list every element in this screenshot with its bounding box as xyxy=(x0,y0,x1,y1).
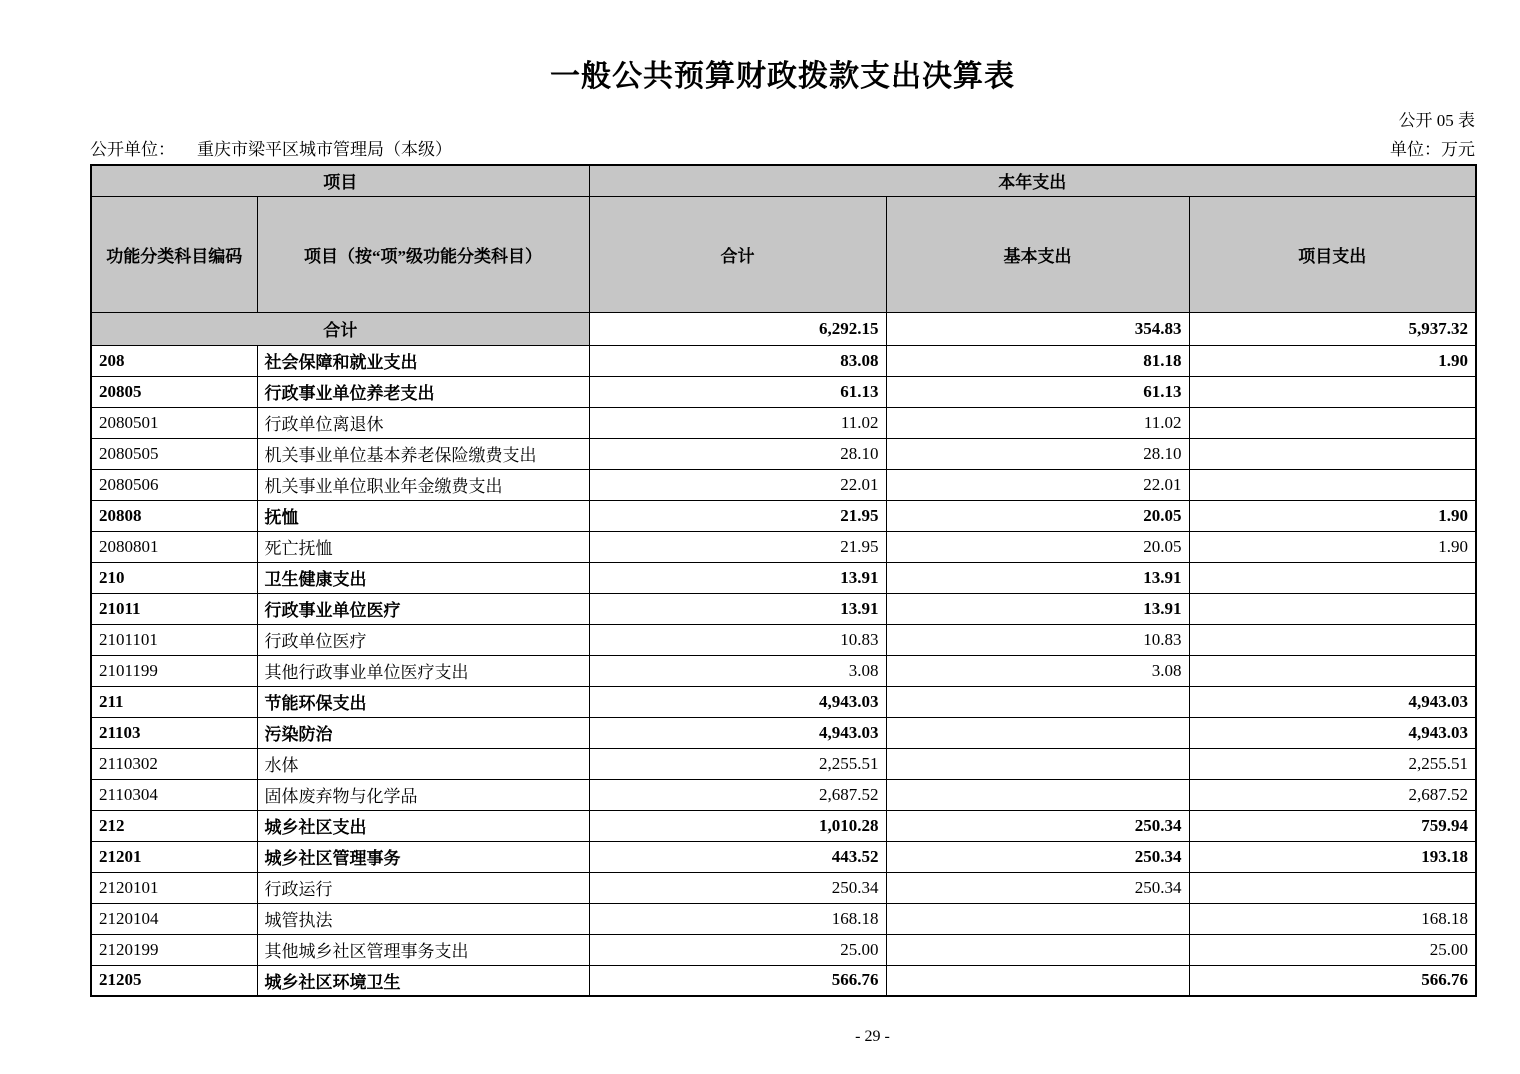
table-row xyxy=(91,748,1476,779)
row-project-value xyxy=(1189,624,1476,655)
row-item-name: 行政事业单位养老支出 xyxy=(257,376,589,407)
row-total-value: 2,687.52 xyxy=(589,779,886,810)
table-row xyxy=(91,407,1476,438)
table-row xyxy=(91,531,1476,562)
row-item-name: 机关事业单位职业年金缴费支出 xyxy=(257,469,589,500)
table-row xyxy=(91,500,1476,531)
row-function-code: 2101199 xyxy=(91,655,257,686)
publish-unit-name: 重庆市梁平区城市管理局（本级） xyxy=(197,140,452,159)
row-project-value: 193.18 xyxy=(1189,841,1476,872)
row-project-value xyxy=(1189,376,1476,407)
row-basic-value: 10.83 xyxy=(886,624,1189,655)
row-basic-value: 20.05 xyxy=(886,500,1189,531)
row-project-value xyxy=(1189,655,1476,686)
grand-total-project: 5,937.32 xyxy=(1189,312,1476,345)
row-total-value: 21.95 xyxy=(589,500,886,531)
table-row xyxy=(91,903,1476,934)
row-project-value: 759.94 xyxy=(1189,810,1476,841)
row-basic-value: 13.91 xyxy=(886,562,1189,593)
grand-total-sum: 6,292.15 xyxy=(589,312,886,345)
row-project-value: 566.76 xyxy=(1189,965,1476,996)
row-item-name: 机关事业单位基本养老保险缴费支出 xyxy=(257,438,589,469)
table-row xyxy=(91,686,1476,717)
meta-line xyxy=(90,139,1475,161)
table-row xyxy=(91,934,1476,965)
publish-unit-label: 公开单位： xyxy=(90,140,175,159)
row-item-name: 城乡社区支出 xyxy=(257,810,589,841)
table-row xyxy=(91,438,1476,469)
table-header xyxy=(91,165,1476,312)
row-basic-value: 81.18 xyxy=(886,345,1189,376)
row-item-name: 行政单位医疗 xyxy=(257,624,589,655)
row-item-name: 其他城乡社区管理事务支出 xyxy=(257,934,589,965)
row-function-code: 210 xyxy=(91,562,257,593)
row-item-name: 城管执法 xyxy=(257,903,589,934)
table-row xyxy=(91,469,1476,500)
row-project-value: 1.90 xyxy=(1189,531,1476,562)
row-total-value: 4,943.03 xyxy=(589,717,886,748)
document-content xyxy=(90,0,1475,1045)
col-header-item-name: 项目（按“项”级功能分类科目） xyxy=(257,196,589,312)
row-item-name: 抚恤 xyxy=(257,500,589,531)
row-item-name: 节能环保支出 xyxy=(257,686,589,717)
row-function-code: 212 xyxy=(91,810,257,841)
row-basic-value: 11.02 xyxy=(886,407,1189,438)
row-total-value: 83.08 xyxy=(589,345,886,376)
row-basic-value: 61.13 xyxy=(886,376,1189,407)
row-project-value xyxy=(1189,407,1476,438)
row-total-value: 2,255.51 xyxy=(589,748,886,779)
row-function-code: 20805 xyxy=(91,376,257,407)
row-item-name: 卫生健康支出 xyxy=(257,562,589,593)
row-total-value: 11.02 xyxy=(589,407,886,438)
row-total-value: 3.08 xyxy=(589,655,886,686)
money-unit: 单位：万元 xyxy=(1390,140,1475,159)
row-total-value: 13.91 xyxy=(589,593,886,624)
row-basic-value xyxy=(886,779,1189,810)
table-row xyxy=(91,345,1476,376)
table-row xyxy=(91,655,1476,686)
row-item-name: 水体 xyxy=(257,748,589,779)
col-header-function-code: 功能分类科目编码 xyxy=(91,196,257,312)
row-function-code: 2120199 xyxy=(91,934,257,965)
row-item-name: 行政事业单位医疗 xyxy=(257,593,589,624)
row-basic-value: 3.08 xyxy=(886,655,1189,686)
col-header-total: 合计 xyxy=(589,196,886,312)
table-row xyxy=(91,376,1476,407)
row-project-value: 2,687.52 xyxy=(1189,779,1476,810)
table-code-line xyxy=(90,110,1475,132)
row-project-value xyxy=(1189,438,1476,469)
table-row xyxy=(91,841,1476,872)
row-project-value: 1.90 xyxy=(1189,345,1476,376)
publish-unit xyxy=(90,139,452,161)
row-function-code: 2110302 xyxy=(91,748,257,779)
row-function-code: 2110304 xyxy=(91,779,257,810)
row-function-code: 21011 xyxy=(91,593,257,624)
row-project-value xyxy=(1189,562,1476,593)
row-basic-value: 250.34 xyxy=(886,810,1189,841)
row-project-value: 168.18 xyxy=(1189,903,1476,934)
header-group-current-year: 本年支出 xyxy=(589,165,1476,196)
row-total-value: 10.83 xyxy=(589,624,886,655)
page-title: 一般公共预算财政拨款支出决算表 xyxy=(550,60,1015,93)
header-group-item: 项目 xyxy=(91,165,589,196)
grand-total-row xyxy=(91,312,1476,345)
row-total-value: 25.00 xyxy=(589,934,886,965)
page-number: - 29 - xyxy=(855,1028,890,1045)
row-basic-value: 20.05 xyxy=(886,531,1189,562)
row-function-code: 2101101 xyxy=(91,624,257,655)
row-project-value: 1.90 xyxy=(1189,500,1476,531)
row-basic-value: 13.91 xyxy=(886,593,1189,624)
row-function-code: 20808 xyxy=(91,500,257,531)
row-item-name: 城乡社区环境卫生 xyxy=(257,965,589,996)
row-basic-value xyxy=(886,717,1189,748)
table-row xyxy=(91,624,1476,655)
table-row xyxy=(91,810,1476,841)
row-total-value: 61.13 xyxy=(589,376,886,407)
row-function-code: 208 xyxy=(91,345,257,376)
row-item-name: 死亡抚恤 xyxy=(257,531,589,562)
col-header-project-expenditure: 项目支出 xyxy=(1189,196,1476,312)
table-row xyxy=(91,779,1476,810)
row-function-code: 2080501 xyxy=(91,407,257,438)
row-item-name: 污染防治 xyxy=(257,717,589,748)
row-total-value: 566.76 xyxy=(589,965,886,996)
row-project-value xyxy=(1189,593,1476,624)
row-basic-value xyxy=(886,686,1189,717)
row-function-code: 21205 xyxy=(91,965,257,996)
row-total-value: 443.52 xyxy=(589,841,886,872)
row-total-value: 250.34 xyxy=(589,872,886,903)
row-item-name: 行政单位离退休 xyxy=(257,407,589,438)
row-project-value: 25.00 xyxy=(1189,934,1476,965)
expenditure-table xyxy=(90,164,1477,997)
table-body xyxy=(91,312,1476,996)
row-basic-value: 250.34 xyxy=(886,872,1189,903)
row-basic-value xyxy=(886,965,1189,996)
row-item-name: 其他行政事业单位医疗支出 xyxy=(257,655,589,686)
row-project-value xyxy=(1189,872,1476,903)
row-function-code: 2120104 xyxy=(91,903,257,934)
row-total-value: 1,010.28 xyxy=(589,810,886,841)
row-total-value: 168.18 xyxy=(589,903,886,934)
row-project-value: 2,255.51 xyxy=(1189,748,1476,779)
row-total-value: 21.95 xyxy=(589,531,886,562)
table-row xyxy=(91,593,1476,624)
table-row xyxy=(91,562,1476,593)
row-function-code: 21103 xyxy=(91,717,257,748)
grand-total-label: 合计 xyxy=(91,312,589,345)
row-item-name: 社会保障和就业支出 xyxy=(257,345,589,376)
row-item-name: 固体废弃物与化学品 xyxy=(257,779,589,810)
header-columns-row xyxy=(91,196,1476,312)
row-basic-value xyxy=(886,748,1189,779)
grand-total-basic: 354.83 xyxy=(886,312,1189,345)
row-basic-value: 28.10 xyxy=(886,438,1189,469)
row-function-code: 2120101 xyxy=(91,872,257,903)
row-project-value: 4,943.03 xyxy=(1189,686,1476,717)
row-total-value: 22.01 xyxy=(589,469,886,500)
row-function-code: 211 xyxy=(91,686,257,717)
row-project-value: 4,943.03 xyxy=(1189,717,1476,748)
row-total-value: 4,943.03 xyxy=(589,686,886,717)
row-total-value: 13.91 xyxy=(589,562,886,593)
row-function-code: 2080505 xyxy=(91,438,257,469)
row-basic-value: 22.01 xyxy=(886,469,1189,500)
row-basic-value xyxy=(886,934,1189,965)
row-basic-value: 250.34 xyxy=(886,841,1189,872)
row-function-code: 2080506 xyxy=(91,469,257,500)
row-basic-value xyxy=(886,903,1189,934)
table-row xyxy=(91,717,1476,748)
table-row xyxy=(91,872,1476,903)
col-header-basic-expenditure: 基本支出 xyxy=(886,196,1189,312)
row-function-code: 21201 xyxy=(91,841,257,872)
header-group-row xyxy=(91,165,1476,196)
row-item-name: 行政运行 xyxy=(257,872,589,903)
row-function-code: 2080801 xyxy=(91,531,257,562)
row-project-value xyxy=(1189,469,1476,500)
row-total-value: 28.10 xyxy=(589,438,886,469)
row-item-name: 城乡社区管理事务 xyxy=(257,841,589,872)
table-code: 公开 05 表 xyxy=(1398,111,1475,130)
table-row xyxy=(91,965,1476,996)
